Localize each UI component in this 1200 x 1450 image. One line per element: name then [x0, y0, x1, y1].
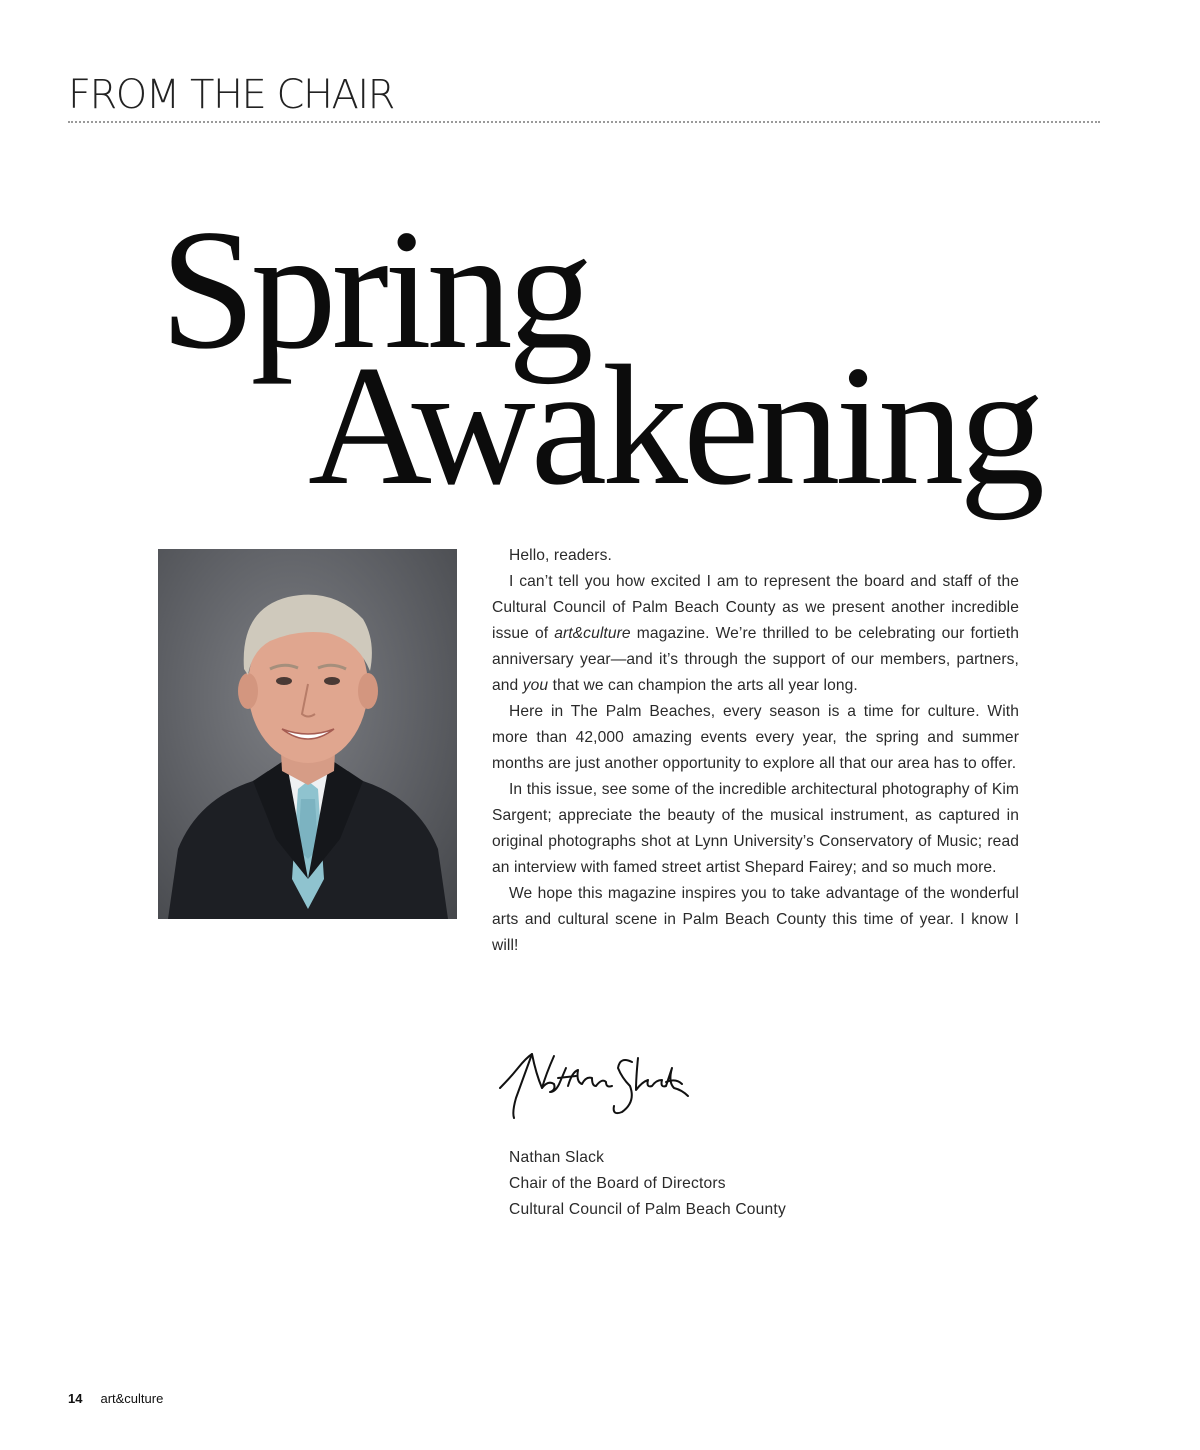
headline-line-1: Spring: [160, 195, 589, 385]
section-divider: [68, 121, 1100, 123]
signer-organization: Cultural Council of Palm Beach County: [509, 1201, 786, 1218]
handwritten-signature: [496, 1046, 696, 1124]
publication-name: art&culture: [100, 1391, 164, 1406]
signer-title: Chair of the Board of Directors: [509, 1175, 726, 1192]
letter-paragraph-1: [492, 569, 1019, 699]
author-portrait-photo: [158, 549, 457, 919]
letter-paragraph-4: We hope this magazine inspires you to take advantage of the wonderful arts and cultural scene in Palm Beach County this time of year. I know I will!: [492, 885, 1019, 954]
headline-line-2: Awakening: [308, 331, 1041, 521]
emphasis-you: you: [522, 677, 549, 694]
letter-p1-text-middle: magazine. We’re thrilled to be celebrating our fortieth anniversary year—and it’s through the support of our members, partners, and: [492, 625, 1019, 694]
letter-p1-text: I can’t tell you how excited I am to represent the board and staff of the Cultural Council of Palm Beach County as we present another incredible issue of: [492, 573, 1019, 642]
magazine-name: art&culture: [554, 625, 631, 642]
letter-greeting: Hello, readers.: [509, 547, 612, 564]
section-label: FROM THE CHAIR: [68, 72, 394, 118]
page-footer: [68, 1389, 163, 1409]
page-number: 14: [68, 1391, 83, 1406]
signer-name: Nathan Slack: [509, 1149, 605, 1166]
signoff-block: [509, 1145, 786, 1223]
letter-body: [492, 543, 1019, 959]
letter-paragraph-3: In this issue, see some of the incredible architectural photography of Kim Sargent; appreciate the beauty of the musical instrument, as captured in original photographs shot at Lynn University’s Conservatory of Music; read an interview with famed street artist Shepard Fairey; and so much more.: [492, 781, 1019, 876]
letter-paragraph-2: Here in The Palm Beaches, every season is a time for culture. With more than 42,000 amazing events every year, the spring and summer months are just another opportunity to explore all that our area has to offer.: [492, 703, 1019, 772]
letter-p1-text-end: that we can champion the arts all year long.: [548, 677, 858, 694]
